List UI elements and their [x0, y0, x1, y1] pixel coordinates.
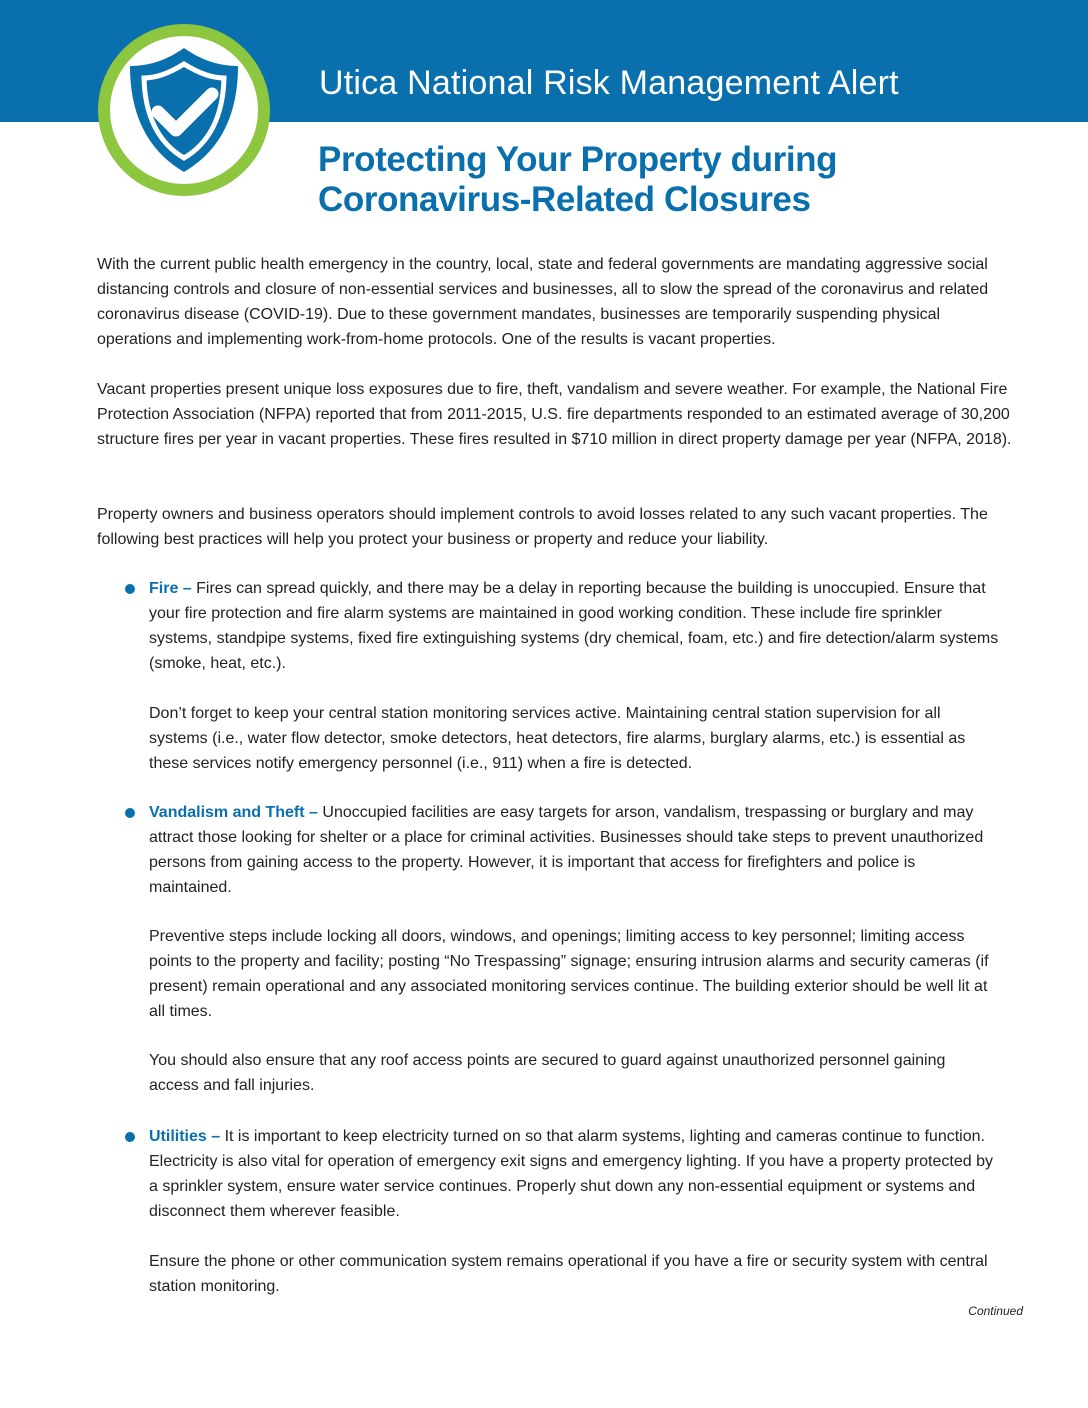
bullet-utilities	[149, 1124, 999, 1224]
shield-check-icon	[96, 22, 272, 198]
bullet-text-utilities: It is important to keep electricity turned on so that alarm systems, lighting and cameras continue to function. Electricity is also vital for operation of emergency exit signs and emergency lighting. If you have a property protected by a sprinkler system, ensure water service continues. Properly shut down any non-essential equipment or systems and disconnect them wherever feasible.	[149, 1128, 993, 1220]
bullet-dot	[125, 808, 135, 818]
exposure-paragraph: Vacant properties present unique loss exposures due to fire, theft, vandalism and severe weather. For example, the National Fire Protection Association (NFPA) reported that from 2011-2015, U.S. fire departments responded to an estimated average of 30,200 structure fires per year in vacant properties. These fires resulted in $710 million in direct property damage per year (NFPA, 2018).	[97, 381, 1012, 448]
intro-paragraph: With the current public health emergency in the country, local, state and federal governments are mandating aggressive social distancing controls and closure of non-essential services and businesses, all to slow the spread of the coronavirus and related coronavirus disease (COVID-19). Due to these government mandates, businesses are temporarily suspending physical operations and implementing work-from-home protocols. One of the results is vacant properties.	[97, 256, 989, 348]
fire-monitoring-paragraph: Don’t forget to keep your central station monitoring services active. Maintaining central station supervision for all systems (i.e., water flow detector, smoke detectors, heat detectors, fire alarms, burglary alarms, etc.) is essential as these services notify emergency personnel (i.e., 911) when a fire is detected.	[149, 705, 966, 772]
roof-access-paragraph: You should also ensure that any roof access points are secured to guard against unauthorized personnel gaining access and fall injuries.	[149, 1052, 946, 1094]
bullet-text-vandalism: Unoccupied facilities are easy targets for arson, vandalism, trespassing or burglary and may attract those looking for shelter or a place for criminal activities. Businesses should take steps to prevent unauthorized persons from gaining access to the property. However, it is important that access for firefighters and police is maintained.	[149, 804, 984, 896]
title-line-1: Protecting Your Property during	[318, 140, 838, 179]
communication-paragraph: Ensure the phone or other communication system remains operational if you have a fire or security system with central station monitoring.	[149, 1253, 988, 1295]
bullet-dot	[125, 1132, 135, 1142]
best-practices-paragraph: Property owners and business operators should implement controls to avoid losses related to any such vacant properties. The following best practices will help you protect your business or property and reduce your liability.	[97, 506, 988, 548]
bullet-dot	[125, 584, 135, 594]
title-line-2: Coronavirus-Related Closures	[318, 180, 811, 219]
continued-label: Continued	[968, 1304, 1023, 1318]
bullet-fire	[149, 576, 999, 676]
bullet-vandalism	[149, 800, 999, 900]
bullet-text-fire: Fires can spread quickly, and there may be a delay in reporting because the building is unoccupied. Ensure that your fire protection and fire alarm systems are maintained in good working condition. These include fire sprinkler systems, standpipe systems, fixed fire extinguishing systems (dry chemical, foam, etc.) and fire detection/alarm systems (smoke, heat, etc.).	[149, 580, 999, 672]
bullet-lead-utilities: Utilities –	[149, 1128, 221, 1145]
bullet-lead-fire: Fire –	[149, 580, 192, 597]
preventive-steps-paragraph: Preventive steps include locking all doors, windows, and openings; limiting access to key personnel; limiting access points to the property and facility; posting “No Trespassing” signage; ensuring intrusion alarms and security cameras (if present) remain operational and any associated monitoring services continue. The building exterior should be well lit at all times.	[149, 928, 989, 1020]
bullet-lead-vandalism: Vandalism and Theft –	[149, 804, 318, 821]
header-title: Utica National Risk Management Alert	[319, 64, 899, 102]
document-title	[318, 140, 837, 220]
